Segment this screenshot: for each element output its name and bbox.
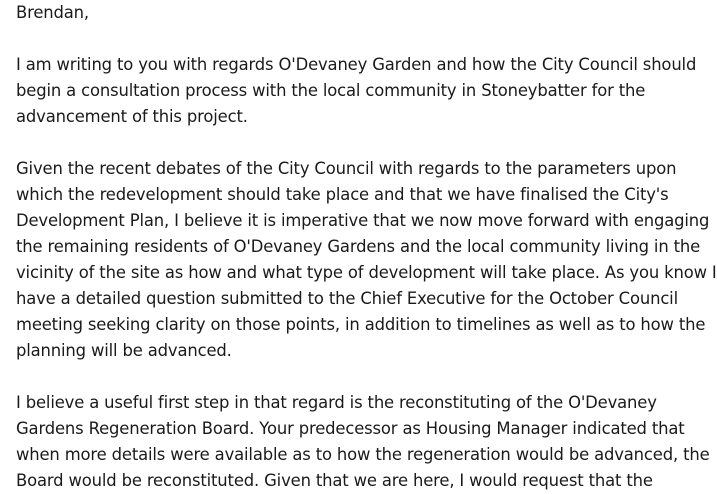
paragraph-line: have a detailed question submitted to the Chief Executive for the October Council (16, 289, 678, 308)
paragraph-line: which the redevelopment should take place and that we have finalised the City's (16, 185, 669, 204)
paragraph-line: advancement of this project. (16, 107, 248, 126)
paragraph-line: Gardens Regeneration Board. Your predecessor as Housing Manager indicated that (16, 419, 685, 438)
paragraph-line: Development Plan, I believe it is imperative that we now move forward with engaging (16, 211, 710, 230)
blank-line (16, 364, 686, 390)
paragraph-line: vicinity of the site as how and what type of development will take place. As you know I (16, 263, 717, 282)
paragraph-line: begin a consultation process with the local community in Stoneybatter for the (16, 81, 646, 100)
paragraph-line: when more details were available as to how the regeneration would be advanced, the (16, 445, 710, 464)
paragraph-line: meeting seeking clarity on those points, in addition to timelines as well as to how the (16, 315, 706, 334)
paragraph-line: I am writing to you with regards O'Devaney Garden and how the City Council should (16, 55, 697, 74)
paragraph-line: the remaining residents of O'Devaney Gardens and the local community living in the (16, 237, 701, 256)
paragraph-3 (16, 390, 710, 494)
paragraph-line: Board would be reconstituted. Given that we are here, I would request that the (16, 471, 653, 490)
paragraph-line: I believe a useful first step in that regard is the reconstituting of the O'Devaney (16, 393, 657, 412)
paragraph-line: Given the recent debates of the City Council with regards to the parameters upon (16, 159, 677, 178)
letter-body (16, 0, 717, 494)
blank-line (16, 130, 686, 156)
paragraph-line: planning will be advanced. (16, 341, 232, 360)
blank-line (16, 26, 686, 52)
salutation: Brendan, (16, 3, 89, 22)
paragraph-2 (16, 156, 717, 364)
paragraph-1 (16, 52, 697, 130)
